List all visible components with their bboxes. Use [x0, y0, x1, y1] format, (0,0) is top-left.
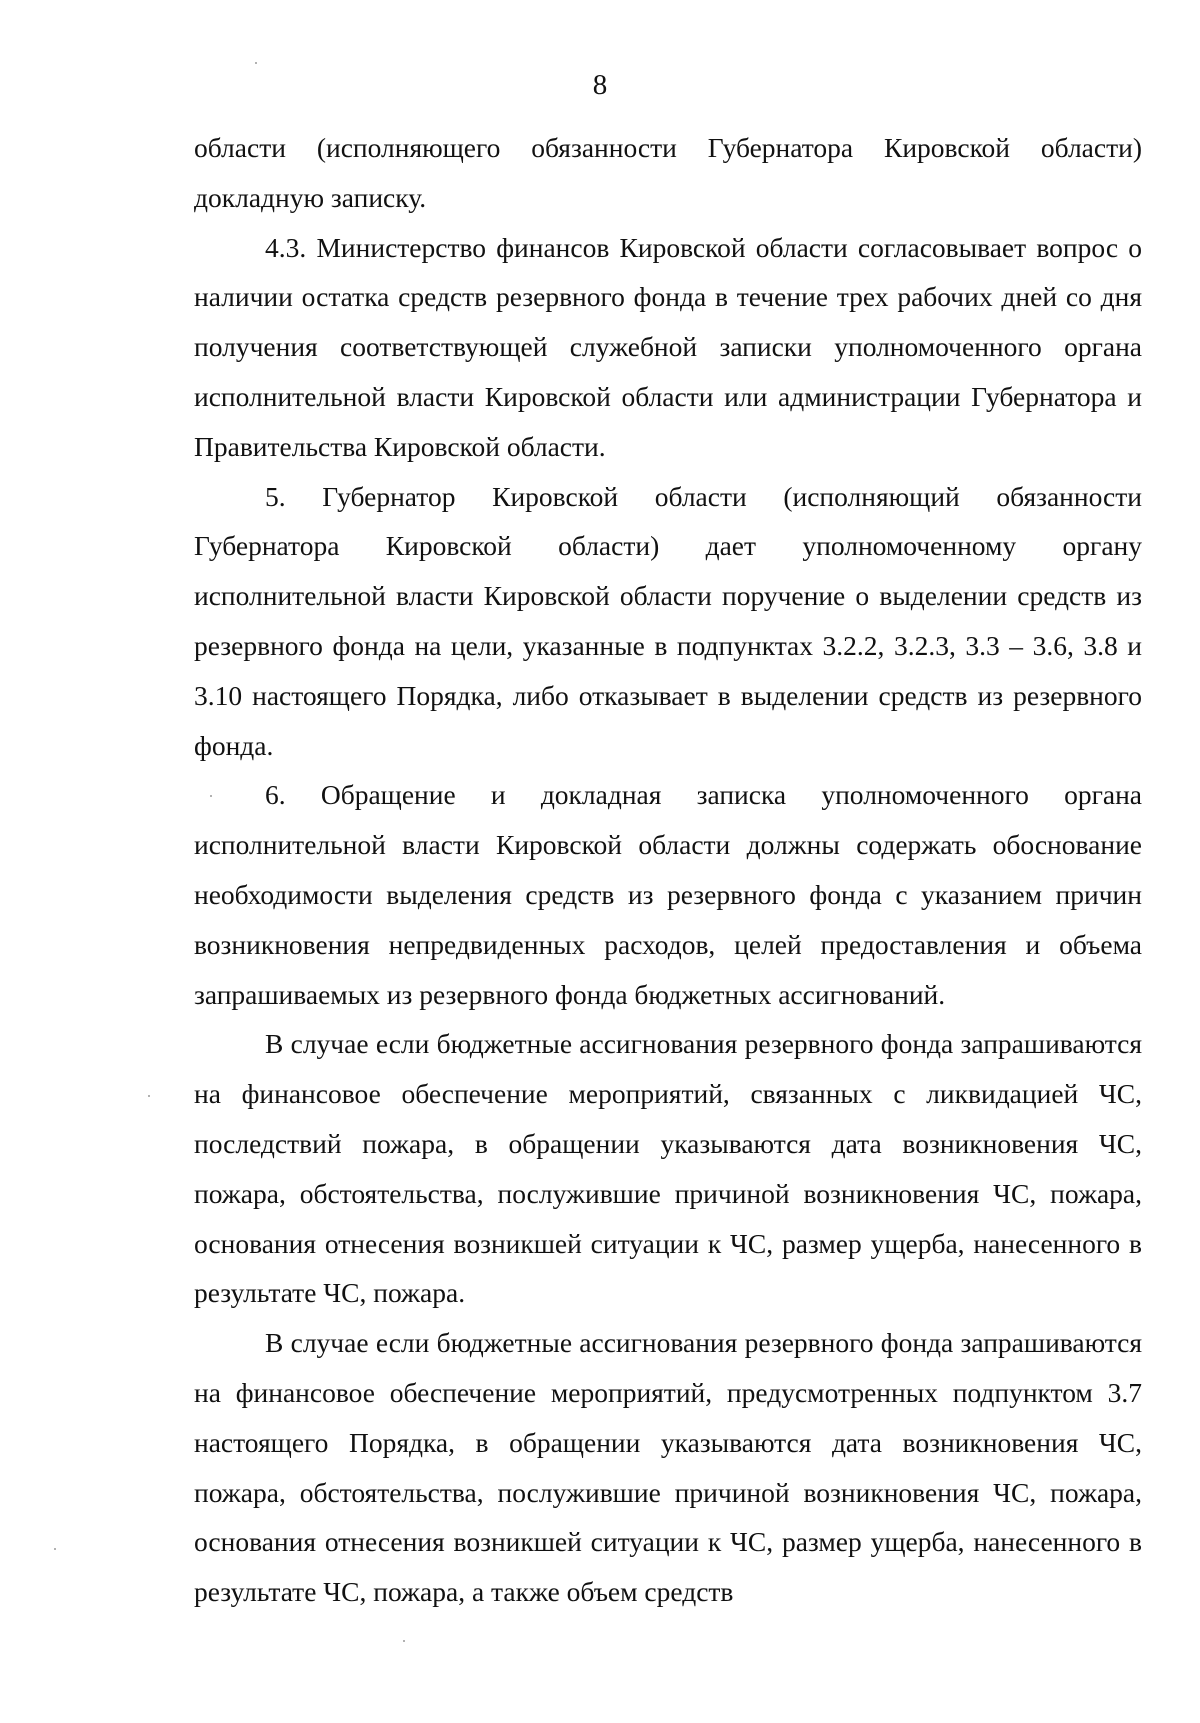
paragraph-continuation: области (исполняющего обязанности Губернатора Кировской области) докладную записку.	[194, 132, 1142, 213]
document-body	[194, 123, 1142, 1617]
paragraph-6: 6. Обращение и докладная записка уполномоченного органа исполнительной власти Кировской области должны содержать обоснование необходимости выделения средств из резервного фонда с указанием причин возникновения непредвиденных расходов, целей предоставления и объема запрашиваемых из резервного фонда бюджетных ассигнований.	[194, 779, 1142, 1010]
paragraph-5: 5. Губернатор Кировской области (исполняющий обязанности Губернатора Кировской области) дает уполномоченному органу исполнительной власти Кировской области поручение о выделении средств из резервного фонда на цели, указанные в подпунктах 3.2.2, 3.2.3, 3.3 – 3.6, 3.8 и 3.10 настоящего Порядка, либо отказывает в выделении средств из резервного фонда.	[194, 480, 1142, 761]
paragraph-emergency-case: В случае если бюджетные ассигнования резервного фонда запрашиваются на финансовое обеспечение мероприятий, связанных с ликвидацией ЧС, последствий пожара, в обращении указываются дата возникновения ЧС, пожара, обстоятельства, послужившие причиной возникновения ЧС, пожара, основания отнесения возникшей ситуации к ЧС, размер ущерба, нанесенного в результате ЧС, пожара.	[194, 1028, 1142, 1309]
scan-speck	[210, 795, 212, 797]
paragraph-subpoint-3-7-case: В случае если бюджетные ассигнования резервного фонда запрашиваются на финансовое обеспечение мероприятий, предусмотренных подпунктом 3.7 настоящего Порядка, в обращении указываются дата возникновения ЧС, пожара, обстоятельства, послужившие причиной возникновения ЧС, пожара, основания отнесения возникшей ситуации к ЧС, размер ущерба, нанесенного в результате ЧС, пожара, а также объем средств	[194, 1327, 1142, 1608]
scan-speck	[54, 1548, 56, 1550]
paragraph-4-3: 4.3. Министерство финансов Кировской области согласовывает вопрос о наличии остатка средств резервного фонда в течение трех рабочих дней со дня получения соответствующей служебной записки уполномоченного органа исполнительной власти Кировской области или администрации Губернатора и Правительства Кировской области.	[194, 231, 1142, 462]
scan-speck	[403, 1640, 405, 1642]
scan-speck	[148, 1095, 150, 1097]
scan-speck	[255, 62, 257, 64]
page-number: 8	[592, 69, 608, 101]
